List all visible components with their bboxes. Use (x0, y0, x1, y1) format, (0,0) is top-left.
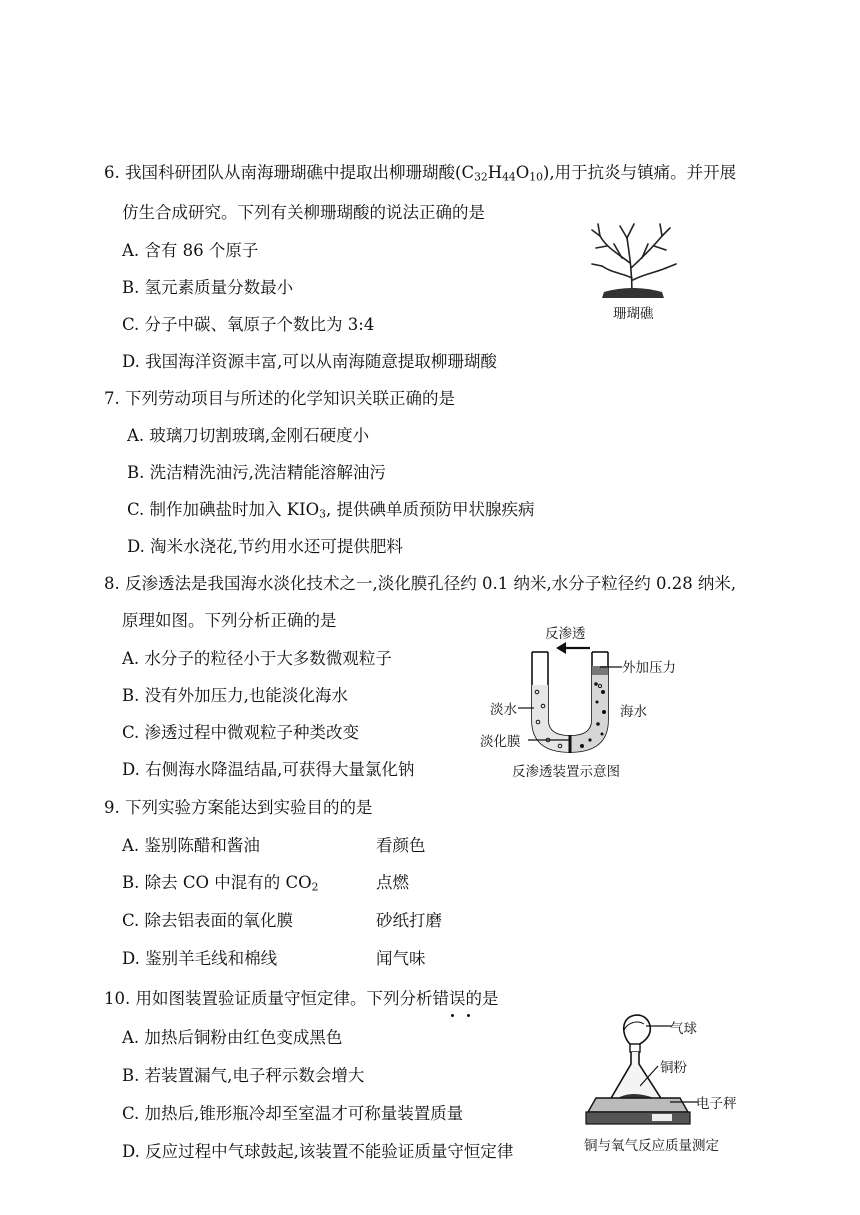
q6-stem-line1: 6. 我国科研团队从南海珊瑚礁中提取出柳珊瑚酸$(C_{32}H_{44}O_{10})$,用于抗炎与镇痛。并开展 (104, 163, 737, 184)
q8-membrane-label: 淡化膜 (480, 734, 521, 750)
q6-option-b: B. 氢元素质量分数最小 (122, 278, 294, 297)
q10-figure-caption: 铜与氧气反应质量测定 (584, 1138, 719, 1154)
q10-option-b: B. 若装置漏气,电子秤示数会增大 (122, 1066, 365, 1085)
q6-option-c: C. 分子中碳、氧原子个数比为 3:4 (122, 315, 375, 334)
q6-option-d: D. 我国海洋资源丰富,可以从南海随意提取柳珊瑚酸 (122, 352, 497, 371)
q8-reverse-osmosis-label: 反渗透 (545, 626, 586, 642)
q7-stem: 7. 下列劳动项目与所述的化学知识关联正确的是 (104, 389, 455, 408)
q9-row-d-method: 闻气味 (376, 949, 426, 968)
balloon-leader-line (646, 1024, 672, 1028)
q8-stem-line2: 原理如图。下列分析正确的是 (122, 611, 337, 630)
scale-leader-line (670, 1100, 698, 1104)
q9-row-c-method: 砂纸打磨 (376, 911, 442, 930)
q8-option-b: B. 没有外加压力,也能淡化海水 (122, 686, 348, 705)
q8-stem-line1: 8. 反渗透法是我国海水淡化技术之一,淡化膜孔径约 0.1 纳米,水分子粒径约 0.28 纳米, (104, 574, 737, 593)
q9-row-a-purpose: A. 鉴别陈醋和酱油 (122, 836, 260, 855)
q10-option-c: C. 加热后,锥形瓶冷却至室温才可称量装置质量 (122, 1104, 464, 1123)
pressure-leader-line (600, 665, 622, 669)
q9-row-d-purpose: D. 鉴别羊毛线和棉线 (122, 949, 278, 968)
q9-row-b-method: 点燃 (376, 873, 409, 892)
q9-row-b-purpose: B. 除去 CO 中混有的 $CO_2$ (122, 873, 319, 894)
q8-option-c: C. 渗透过程中微观粒子种类改变 (122, 723, 360, 742)
q6-stem-line2: 仿生合成研究。下列有关柳珊瑚酸的说法正确的是 (122, 203, 485, 222)
q8-fresh-water-label: 淡水 (490, 702, 517, 718)
q10-balloon-label: 气球 (670, 1021, 697, 1037)
q7-option-c: C. 制作加碘盐时加入 $KIO_3$, 提供碘单质预防甲状腺疾病 (127, 500, 535, 521)
q10-stem: 10. 用如图装置验证质量守恒定律。下列分析错误的是 (104, 989, 499, 1008)
q10-copper-label: 铜粉 (660, 1060, 687, 1076)
fresh-water-leader-line (518, 706, 534, 710)
q6-option-a: A. 含有 86 个原子 (122, 241, 259, 260)
q10-option-d: D. 反应过程中气球鼓起,该装置不能验证质量守恒定律 (122, 1142, 514, 1161)
q10-scale-label: 电子秤 (696, 1096, 737, 1112)
q9-row-c-purpose: C. 除去铝表面的氧化膜 (122, 911, 294, 930)
emphasis-dot (467, 1014, 470, 1017)
membrane-leader-line (528, 738, 570, 742)
q7-option-a: A. 玻璃刀切割玻璃,金刚石硬度小 (127, 426, 370, 445)
q10-option-a: A. 加热后铜粉由红色变成黑色 (122, 1028, 343, 1047)
q8-sea-water-label: 海水 (620, 704, 647, 720)
arrow-left-icon (556, 642, 590, 654)
q8-figure-caption: 反渗透装置示意图 (512, 764, 620, 780)
q9-row-a-method: 看颜色 (376, 836, 426, 855)
q8-pressure-label: 外加压力 (622, 660, 676, 676)
coral-reef-figure (582, 218, 682, 300)
q7-option-d: D. 淘米水浇花,节约用水还可提供肥料 (127, 537, 403, 556)
q8-option-d: D. 右侧海水降温结晶,可获得大量氯化钠 (122, 760, 415, 779)
q9-stem: 9. 下列实验方案能达到实验目的的是 (104, 798, 373, 817)
copper-leader-line (640, 1064, 660, 1088)
q6-formula: $C_{32}H_{44}O_{10}$ (461, 163, 543, 184)
q8-option-a: A. 水分子的粒径小于大多数微观粒子 (122, 649, 392, 668)
q7-option-b: B. 洗洁精洗油污,洗洁精能溶解油污 (127, 463, 386, 482)
emphasis-dot (451, 1014, 454, 1017)
q6-figure-caption: 珊瑚礁 (613, 306, 654, 322)
